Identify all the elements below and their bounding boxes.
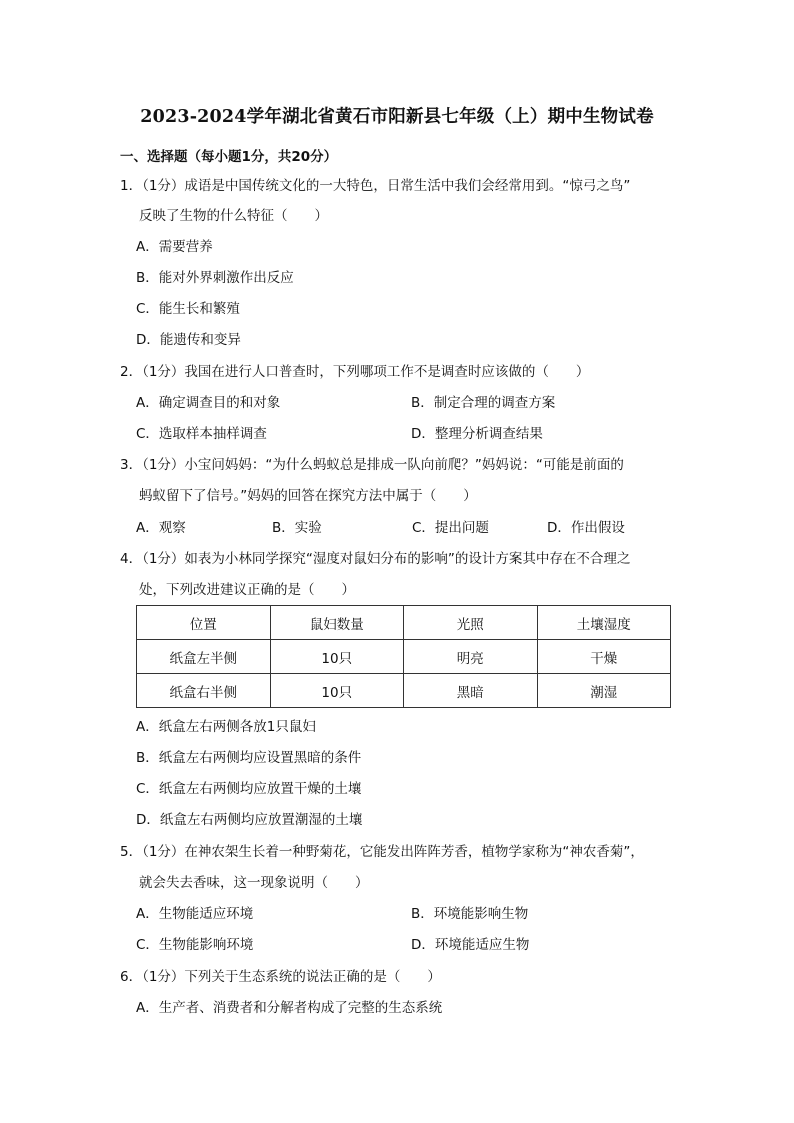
section-heading: 一、选择题（每小题1分，共20分） bbox=[120, 149, 338, 165]
q5-stem-cont: 就会失去香味，这一现象说明（ ） bbox=[139, 875, 369, 891]
table-cell: 纸盒右半侧 bbox=[137, 674, 271, 708]
q4-option-b: B．纸盒左右两侧均应设置黑暗的条件 bbox=[136, 750, 362, 766]
q4-option-c: C．纸盒左右两侧均应放置干燥的土壤 bbox=[136, 781, 362, 797]
q4-stem: 4．（1分）如表为小林同学探究“湿度对鼠妇分布的影响”的设计方案其中存在不合理之 bbox=[120, 551, 631, 567]
q3-stem: 3．（1分）小宝问妈妈：“为什么蚂蚁总是排成一队向前爬？”妈妈说：“可能是前面的 bbox=[120, 457, 624, 473]
experiment-table bbox=[136, 605, 671, 708]
q5-option-d: D．环境能适应生物 bbox=[411, 937, 530, 953]
q3-option-b: B．实验 bbox=[272, 520, 322, 536]
q5-stem: 5．（1分）在神农架生长着一种野菊花，它能发出阵阵芳香，植物学家称为“神农香菊”， bbox=[120, 844, 644, 860]
table-cell: 10只 bbox=[270, 640, 404, 674]
table-row bbox=[137, 674, 671, 708]
q1-option-a: A．需要营养 bbox=[136, 239, 213, 255]
table-header-cell: 土壤湿度 bbox=[537, 606, 671, 640]
table-cell: 纸盒左半侧 bbox=[137, 640, 271, 674]
q1-stem: 1．（1分）成语是中国传统文化的一大特色，日常生活中我们会经常用到。“惊弓之鸟” bbox=[120, 178, 631, 194]
q4-stem-cont: 处，下列改进建议正确的是（ ） bbox=[139, 582, 355, 598]
q5-option-a: A．生物能适应环境 bbox=[136, 906, 254, 922]
table-cell: 干燥 bbox=[537, 640, 671, 674]
q3-option-c: C．提出问题 bbox=[412, 520, 489, 536]
table-row bbox=[137, 640, 671, 674]
table-cell: 明亮 bbox=[404, 640, 538, 674]
q5-option-c: C．生物能影响环境 bbox=[136, 937, 254, 953]
q1-option-b: B．能对外界刺激作出反应 bbox=[136, 270, 294, 286]
table-header-row bbox=[137, 606, 671, 640]
q2-option-d: D．整理分析调查结果 bbox=[411, 426, 543, 442]
q2-option-c: C．选取样本抽样调查 bbox=[136, 426, 267, 442]
q5-option-b: B．环境能影响生物 bbox=[411, 906, 529, 922]
table-cell: 潮湿 bbox=[537, 674, 671, 708]
table-cell: 10只 bbox=[270, 674, 404, 708]
table-cell: 黑暗 bbox=[404, 674, 538, 708]
q4-option-a: A．纸盒左右两侧各放1只鼠妇 bbox=[136, 719, 316, 735]
q2-stem: 2．（1分）我国在进行人口普查时，下列哪项工作不是调查时应该做的（ ） bbox=[120, 364, 590, 380]
table-header-cell: 光照 bbox=[404, 606, 538, 640]
q1-option-c: C．能生长和繁殖 bbox=[136, 301, 240, 317]
q6-option-a: A．生产者、消费者和分解者构成了完整的生态系统 bbox=[136, 1000, 443, 1016]
table-header-cell: 鼠妇数量 bbox=[270, 606, 404, 640]
q1-option-d: D．能遗传和变异 bbox=[136, 332, 241, 348]
q6-stem: 6．（1分）下列关于生态系统的说法正确的是（ ） bbox=[120, 969, 441, 985]
q2-option-b: B．制定合理的调查方案 bbox=[411, 395, 556, 411]
q3-stem-cont: 蚂蚁留下了信号。”妈妈的回答在探究方法中属于（ ） bbox=[139, 488, 477, 504]
exam-title: 2023-2024学年湖北省黄石市阳新县七年级（上）期中生物试卷 bbox=[140, 107, 654, 127]
q3-option-a: A．观察 bbox=[136, 520, 186, 536]
q2-option-a: A．确定调查目的和对象 bbox=[136, 395, 281, 411]
q3-option-d: D．作出假设 bbox=[547, 520, 625, 536]
q1-stem-cont: 反映了生物的什么特征（ ） bbox=[139, 208, 328, 224]
table-header-cell: 位置 bbox=[137, 606, 271, 640]
q4-option-d: D．纸盒左右两侧均应放置潮湿的土壤 bbox=[136, 812, 363, 828]
